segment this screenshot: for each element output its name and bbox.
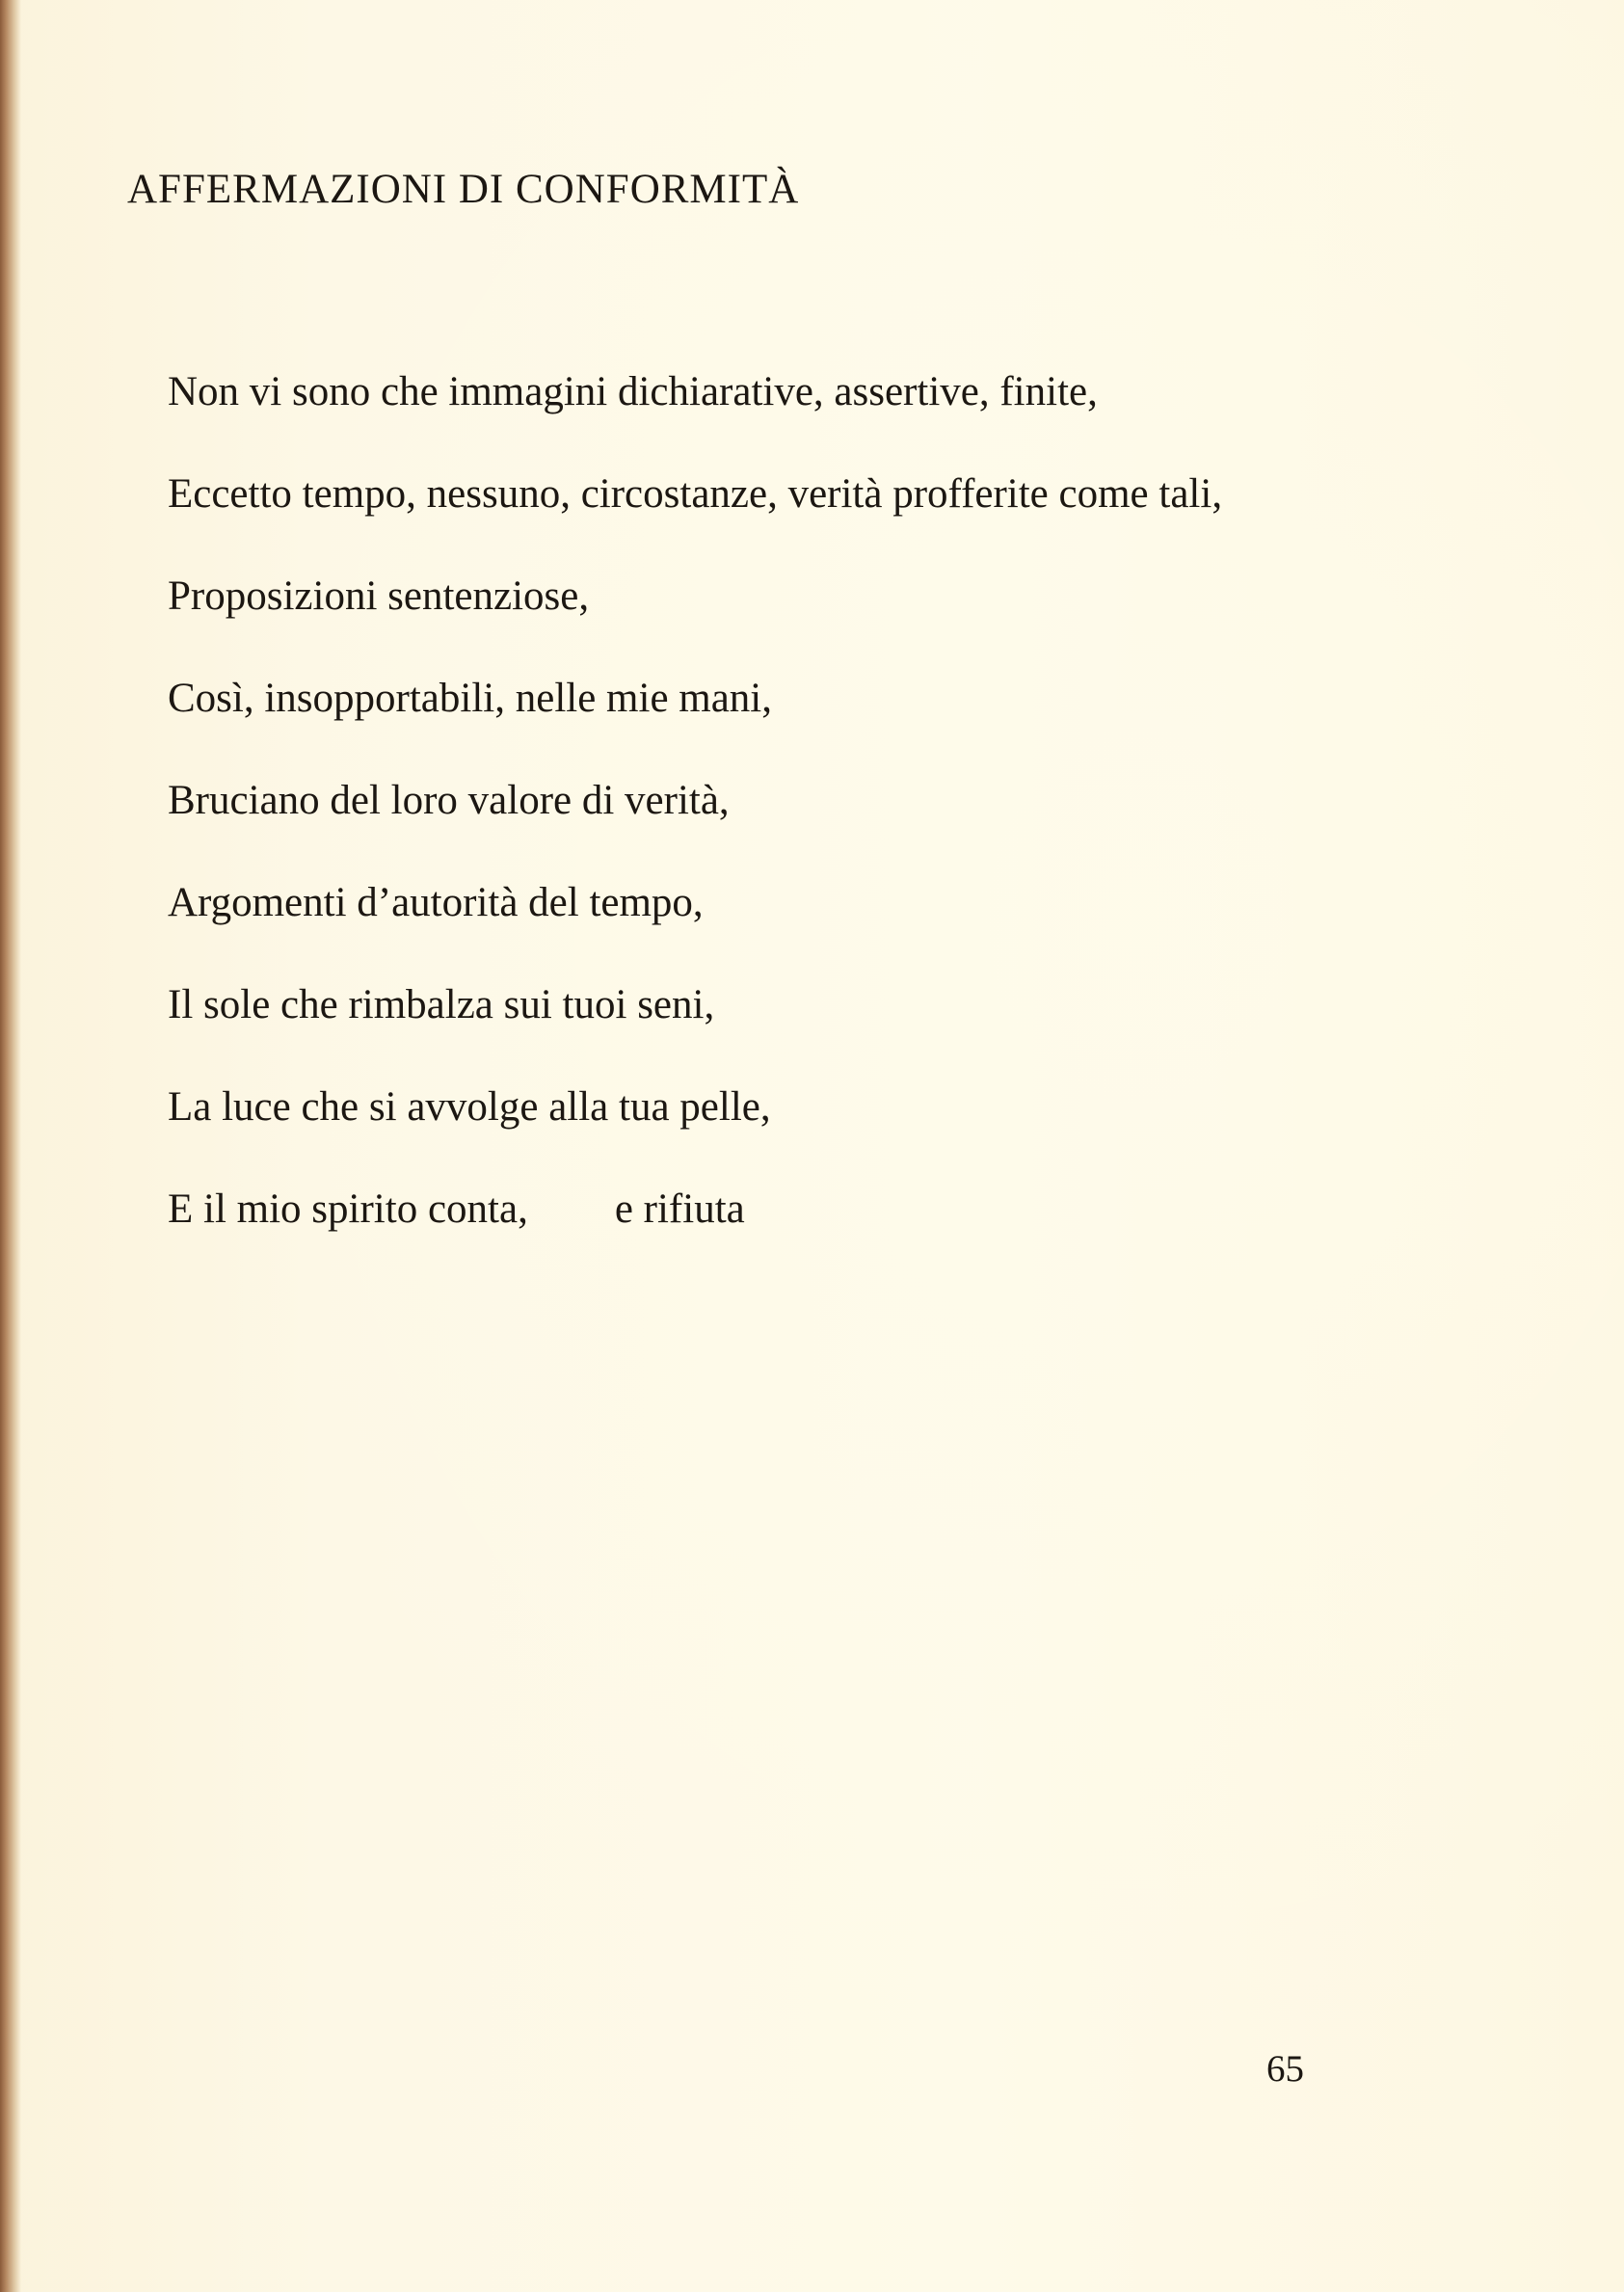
verse-9-part-2: e rifiuta — [614, 1186, 745, 1232]
verse-3: Proposizioni sentenziose, — [168, 573, 590, 619]
verse-1: Non vi sono che immagini dichiarative, assertive, finite, — [168, 369, 1098, 414]
verse-6: Argomenti d’autorità del tempo, — [168, 880, 704, 925]
poem-title: AFFERMAZIONI DI CONFORMITÀ — [127, 167, 800, 212]
binding-edge — [0, 0, 21, 2292]
page-number: 65 — [1266, 2048, 1304, 2090]
verse-5: Bruciano del loro valore di verità, — [168, 778, 730, 823]
poem-body — [127, 366, 1322, 1286]
verse-9-part-1: E il mio spirito conta, — [168, 1186, 528, 1232]
verse-8: La luce che si avvolge alla tua pelle, — [168, 1084, 771, 1130]
verse-9 — [127, 1184, 1322, 1236]
verse-4: Così, insopportabili, nelle mie mani, — [168, 676, 773, 721]
verse-2: Eccetto tempo, nessuno, circostanze, verità profferite come tali, — [168, 471, 1223, 517]
verse-7: Il sole che rimbalza sui tuoi seni, — [168, 982, 715, 1027]
